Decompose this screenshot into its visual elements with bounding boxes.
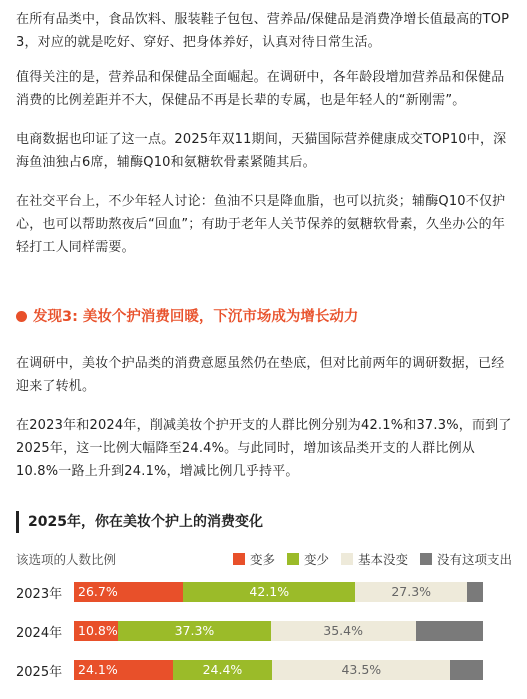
- paragraph-beauty-intro: 在调研中，美妆个护品类的消费意愿虽然仍在垫底，但对比前两年的调研数据，已经迎来了转机。: [16, 356, 505, 394]
- data-label: 24.1%: [78, 662, 118, 677]
- bar-segment: [467, 582, 483, 602]
- bar-segment: [450, 660, 483, 680]
- bar-segment: [416, 621, 483, 641]
- data-label: 43.5%: [341, 662, 382, 677]
- stacked-bar: [74, 660, 483, 680]
- paragraph-nutrition: 值得关注的是，营养品和保健品全面崛起。在调研中，各年龄段增加营养品和保健品消费的比例差距并不大，保健品不再是长辈的专属，也是年轻人的“新刚需”。: [16, 70, 505, 108]
- legend-item: [233, 550, 275, 568]
- bar-segment: [74, 621, 118, 641]
- paragraph-beauty-data: 在2023年和2024年，削减美妆个护开支的人群比例分别为42.1%和37.3%，而到了2025年，这一比例大幅降至24.4%。与此同时，增加该品类开支的人群比例从10.8%一路上升到24.1%，增减比例几乎持平。: [16, 418, 512, 479]
- data-label: 37.3%: [174, 623, 215, 638]
- category-label: 2025年: [16, 665, 63, 680]
- data-label: 42.1%: [249, 584, 290, 599]
- section-heading: [16, 306, 358, 328]
- data-label: 24.4%: [202, 662, 243, 677]
- bar-segment: [183, 582, 355, 602]
- paragraph-ecommerce: 电商数据也印证了这一点。2025年双11期间，天猫国际营养健康成交TOP10中，深海鱼油独占6席，辅酶Q10和氨糖软骨素紧随其后。: [16, 132, 507, 170]
- paragraph-top3: 在所有品类中，食品饮料、服装鞋子包包、营养品/保健品是消费净增长值最高的TOP 3，对应的就是吃好、穿好、把身体养好，认真对待日常生活。: [16, 12, 510, 50]
- legend-caption: 该选项的人数比例: [16, 552, 117, 567]
- category-label: 2023年: [16, 587, 63, 602]
- legend-swatch: [420, 553, 432, 565]
- category-label: 2024年: [16, 626, 63, 641]
- legend-item: [420, 550, 512, 568]
- data-label: 26.7%: [78, 584, 118, 599]
- chart-row: [16, 621, 512, 641]
- bullet-dot-icon: [16, 311, 27, 322]
- bar-segment: [272, 660, 450, 680]
- data-label: 35.4%: [323, 623, 363, 638]
- stacked-bar-chart: [16, 582, 512, 699]
- section-heading-text: 发现3: 美妆个护消费回暖，下沉市场成为增长动力: [33, 309, 359, 325]
- data-label: 27.3%: [391, 584, 432, 599]
- legend-label: 变多: [249, 552, 275, 567]
- legend-label: 变少: [303, 552, 329, 567]
- bar-segment: [118, 621, 271, 641]
- paragraph-social: 在社交平台上，不少年轻人讨论：鱼油不只是降血脂，也可以抗炎；辅酶Q10不仅护心，也可以帮助熬夜后“回血”；有助于老年人关节保养的氨糖软骨素，久坐办公的年轻打工人同样需要。: [16, 194, 506, 255]
- legend-swatch: [287, 553, 299, 565]
- legend-swatch: [341, 553, 353, 565]
- legend-swatch: [233, 553, 245, 565]
- bar-segment: [74, 660, 173, 680]
- stacked-bar: [74, 582, 483, 602]
- data-label: 10.8%: [78, 623, 118, 638]
- legend-item: [287, 550, 329, 568]
- chart-row: [16, 660, 512, 680]
- bar-segment: [271, 621, 416, 641]
- legend-label: 基本没变: [357, 552, 408, 567]
- bar-segment: [173, 660, 273, 680]
- chart-title: 2025年，你在美妆个护上的消费变化: [16, 511, 263, 533]
- legend-items: [233, 550, 512, 568]
- legend-label: 没有这项支出: [436, 552, 512, 567]
- chart-row: [16, 582, 512, 602]
- bar-segment: [74, 582, 183, 602]
- stacked-bar: [74, 621, 483, 641]
- bar-segment: [355, 582, 467, 602]
- legend-item: [341, 550, 408, 568]
- chart-legend: [16, 548, 512, 570]
